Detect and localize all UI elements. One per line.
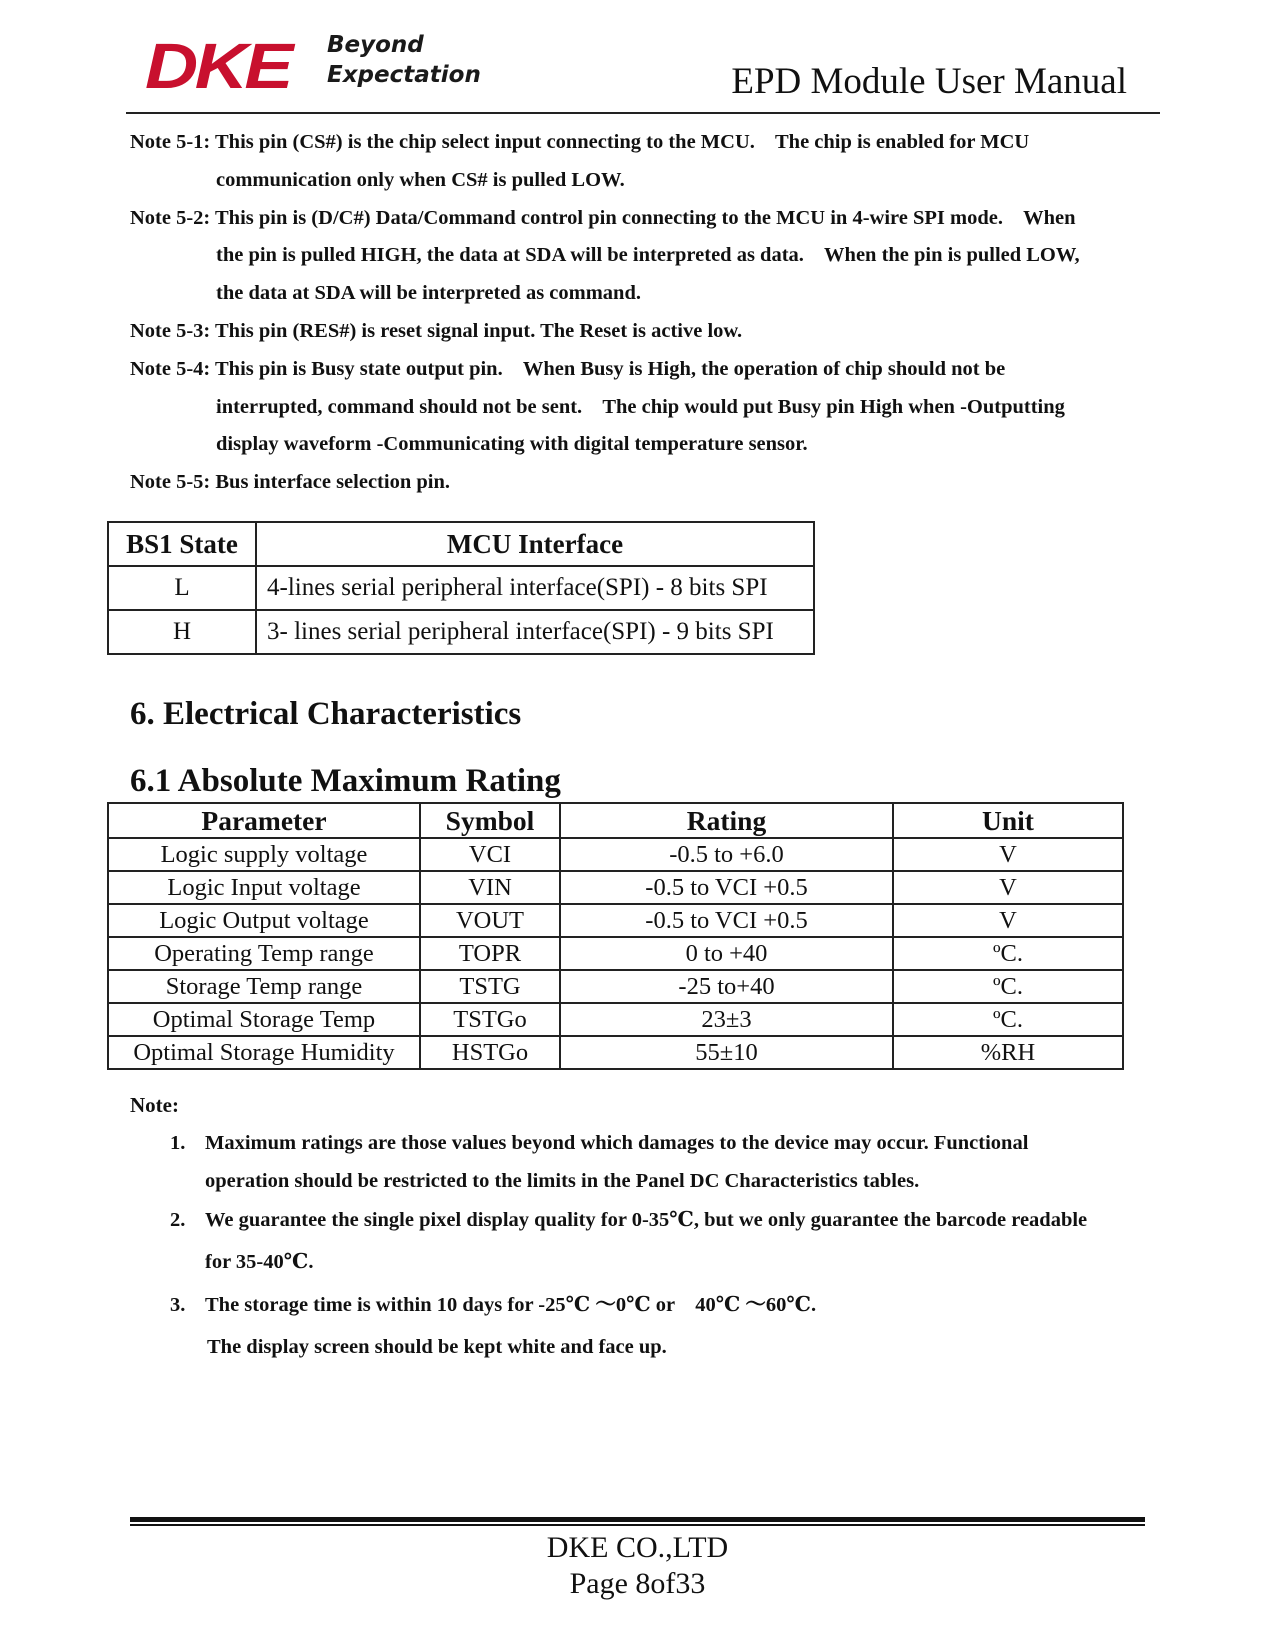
table-cell: V xyxy=(893,904,1123,937)
footnote-number: 3. xyxy=(170,1294,186,1316)
table-cell: 55±10 xyxy=(560,1036,893,1069)
note-5-5-line1: Note 5-5: Bus interface selection pin. xyxy=(130,471,450,494)
table-cell: VOUT xyxy=(420,904,560,937)
table-cell: 3- lines serial peripheral interface(SPI) - 9 bits SPI xyxy=(256,610,814,654)
table-cell: Optimal Storage Humidity xyxy=(108,1036,420,1069)
table-cell: VCI xyxy=(420,838,560,871)
table-cell: -0.5 to VCI +0.5 xyxy=(560,904,893,937)
table-cell: TSTG xyxy=(420,970,560,1003)
table-row xyxy=(108,1036,1123,1069)
table-cell: L xyxy=(108,566,256,610)
footnote-2 xyxy=(170,1210,1087,1231)
note-5-1-line2: communication only when CS# is pulled LOW. xyxy=(216,168,625,191)
table-cell: 4-lines serial peripheral interface(SPI) - 8 bits SPI xyxy=(256,566,814,610)
table-cell: VIN xyxy=(420,871,560,904)
page-number: Page 8of33 xyxy=(569,1567,706,1600)
note-5-3-line1: Note 5-3: This pin (RES#) is reset signal input. The Reset is active low. xyxy=(130,319,743,342)
footer-divider-thin xyxy=(130,1524,1145,1526)
table-cell: -0.5 to +6.0 xyxy=(560,838,893,871)
table-cell: -0.5 to VCI +0.5 xyxy=(560,871,893,904)
table-cell: Optimal Storage Temp xyxy=(108,1003,420,1036)
footnote-text: We guarantee the single pixel display quality for 0-35℃, but we only guarantee the barcode readable xyxy=(205,1209,1088,1231)
subsection-heading: 6.1 Absolute Maximum Rating xyxy=(130,763,561,799)
bs1-interface-table xyxy=(107,521,815,655)
footnote-2-cont: for 35-40℃. xyxy=(205,1251,314,1273)
note-5-2-line3: the data at SDA will be interpreted as command. xyxy=(216,282,641,305)
column-header: Symbol xyxy=(420,803,560,838)
note-5-4-line3: display waveform -Communicating with digital temperature sensor. xyxy=(216,433,808,456)
table-cell: V xyxy=(893,871,1123,904)
column-header: MCU Interface xyxy=(256,522,814,566)
footnote-number: 2. xyxy=(170,1209,186,1231)
column-header: Rating xyxy=(560,803,893,838)
table-row xyxy=(108,610,814,654)
table-cell: H xyxy=(108,610,256,654)
footnote-1-cont: operation should be restricted to the limits in the Panel DC Characteristics tables. xyxy=(205,1170,920,1192)
logo-mark: DKE xyxy=(145,30,291,102)
table-row xyxy=(108,838,1123,871)
table-row xyxy=(108,1003,1123,1036)
document-title: EPD Module User Manual xyxy=(731,61,1127,102)
header-divider xyxy=(126,112,1160,114)
footnote-3 xyxy=(170,1295,816,1316)
table-row xyxy=(108,904,1123,937)
note-5-1-line1: Note 5-1: This pin (CS#) is the chip select input connecting to the MCU. The chip is enabled for MCU xyxy=(130,131,1030,153)
company-logo xyxy=(145,28,495,102)
table-cell: TOPR xyxy=(420,937,560,970)
footnote-text: Maximum ratings are those values beyond which damages to the device may occur. Functional xyxy=(205,1132,1029,1154)
footnote-3-cont: The display screen should be kept white and face up. xyxy=(207,1336,667,1358)
table-cell: Operating Temp range xyxy=(108,937,420,970)
notes-label: Note: xyxy=(130,1093,179,1117)
table-cell: Logic Input voltage xyxy=(108,871,420,904)
table-row xyxy=(108,937,1123,970)
logo-tagline-line2: Expectation xyxy=(327,62,481,88)
table-cell: HSTGo xyxy=(420,1036,560,1069)
table-cell: ºC. xyxy=(893,970,1123,1003)
table-cell: Logic Output voltage xyxy=(108,904,420,937)
table-cell: V xyxy=(893,838,1123,871)
footnote-1 xyxy=(170,1133,1028,1154)
note-5-2-line1: Note 5-2: This pin is (D/C#) Data/Command control pin connecting to the MCU in 4-wire SPI mode. When xyxy=(130,206,1076,229)
note-5-2-line2: the pin is pulled HIGH, the data at SDA will be interpreted as data. When the pin is pulled LOW, xyxy=(216,244,1080,267)
table-cell: TSTGo xyxy=(420,1003,560,1036)
note-5-4-line1: Note 5-4: This pin is Busy state output pin. When Busy is High, the operation of chip should not be xyxy=(130,357,1006,380)
table-row xyxy=(108,871,1123,904)
footer-divider-thick xyxy=(130,1517,1145,1522)
column-header: Unit xyxy=(893,803,1123,838)
table-cell: %RH xyxy=(893,1036,1123,1069)
section-heading: 6. Electrical Characteristics xyxy=(130,696,522,732)
column-header: Parameter xyxy=(108,803,420,838)
column-header: BS1 State xyxy=(108,522,256,566)
table-header-row xyxy=(108,803,1123,838)
absolute-max-rating-table xyxy=(107,802,1124,1070)
footnote-text: The storage time is within 10 days for -25℃ ～0℃ or 40℃ ～60℃. xyxy=(205,1294,817,1316)
footer-company: DKE CO.,LTD xyxy=(546,1531,729,1564)
table-cell: 23±3 xyxy=(560,1003,893,1036)
table-cell: -25 to+40 xyxy=(560,970,893,1003)
logo-tagline-line1: Beyond xyxy=(327,32,424,58)
table-cell: 0 to +40 xyxy=(560,937,893,970)
table-header-row xyxy=(108,522,814,566)
note-5-4-line2: interrupted, command should not be sent. The chip would put Busy pin High when -Outputting xyxy=(216,395,1065,418)
table-cell: Logic supply voltage xyxy=(108,838,420,871)
table-cell: ºC. xyxy=(893,1003,1123,1036)
table-row xyxy=(108,970,1123,1003)
footnote-number: 1. xyxy=(170,1132,186,1154)
table-cell: ºC. xyxy=(893,937,1123,970)
pin-notes xyxy=(130,124,1160,502)
table-cell: Storage Temp range xyxy=(108,970,420,1003)
table-row xyxy=(108,566,814,610)
